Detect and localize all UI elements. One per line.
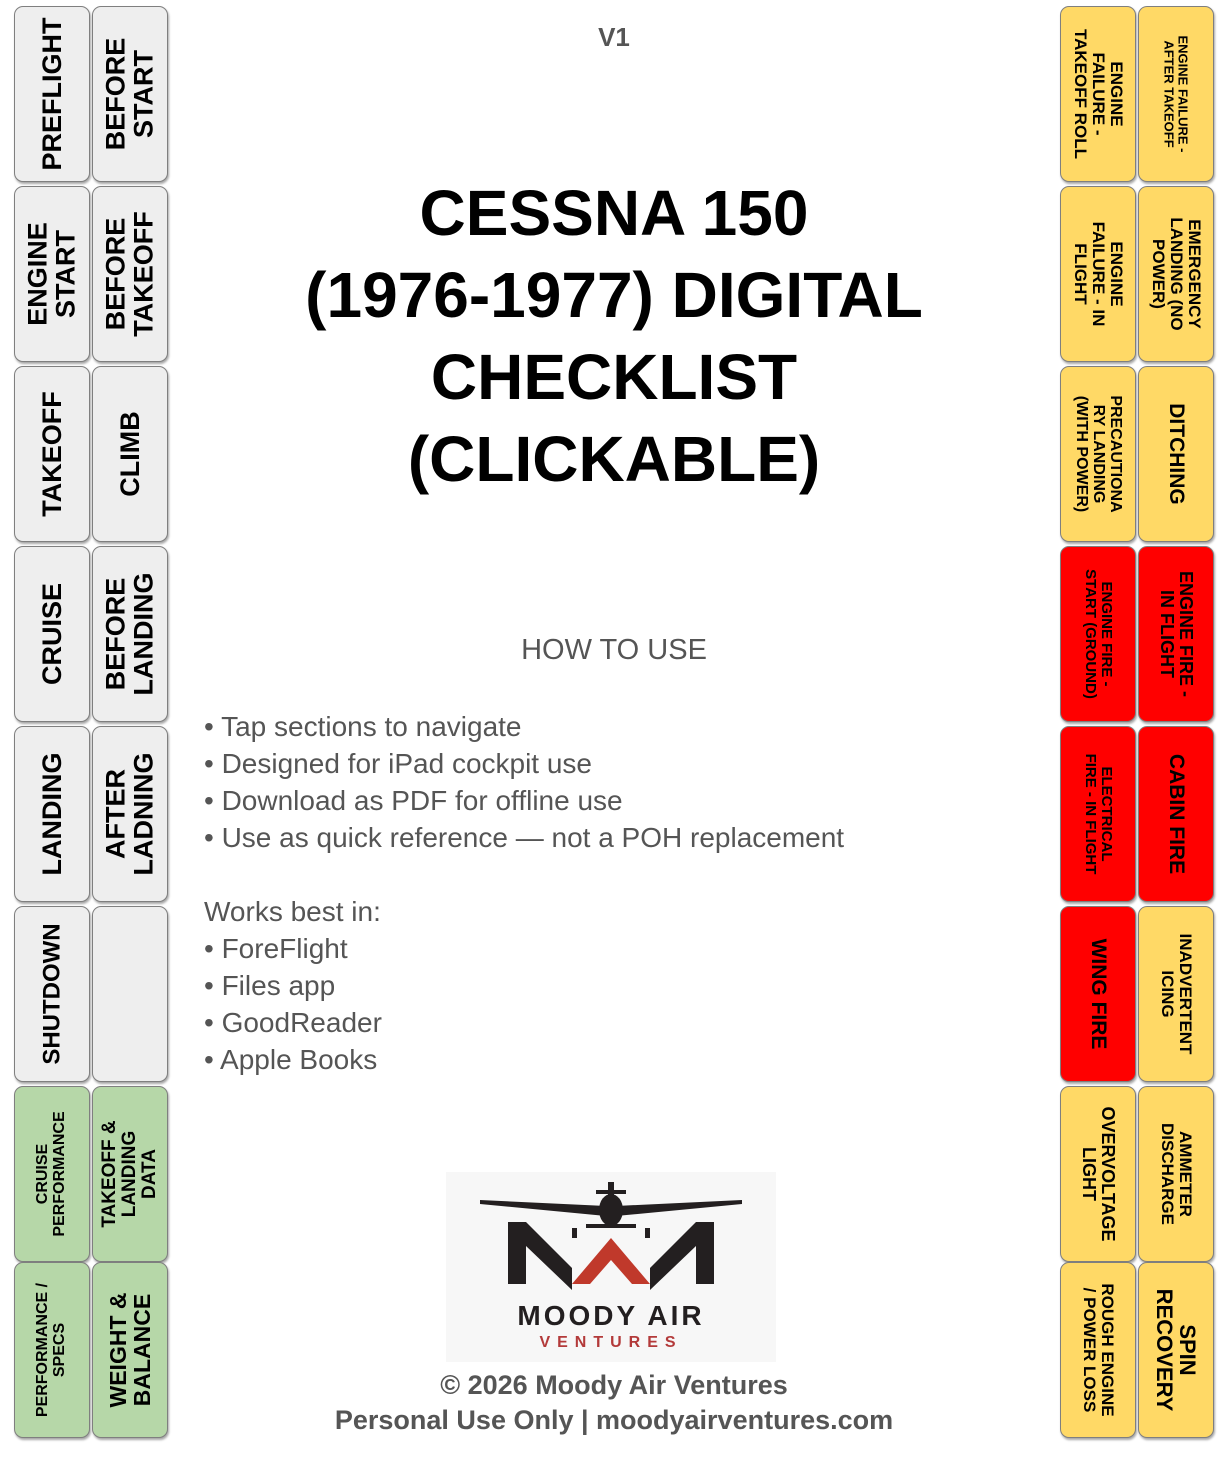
tab-label: PREFLIGHT	[36, 17, 67, 171]
works-best-list	[204, 893, 964, 1078]
tab-label: ENGINE START	[22, 222, 81, 326]
tab-label: AMMETER DISCHARGE	[1158, 1122, 1195, 1225]
title-line: (1976-1977) DIGITAL	[305, 259, 923, 331]
how-to-use-heading: HOW TO USE	[521, 634, 707, 666]
title-line: CESSNA 150	[419, 177, 809, 249]
tab-label: CRUISE	[36, 583, 67, 686]
tab-label: CABIN FIRE	[1165, 753, 1189, 875]
tab-overvoltage-light[interactable]	[1060, 1086, 1136, 1262]
tab-label: EMERGENCY LANDING (NO POWER)	[1149, 217, 1204, 331]
tab-takeoff-landing-data[interactable]	[92, 1086, 168, 1262]
bullet-item: • Designed for iPad cockpit use	[204, 748, 593, 779]
logo-wordmark: MOODY AIR	[517, 1300, 705, 1331]
tab-engine-failure-in-flight[interactable]	[1060, 186, 1136, 362]
usage-text: Personal Use Only | moodyairventures.com	[334, 1405, 894, 1435]
tab-engine-start[interactable]	[14, 186, 90, 362]
tab-wing-fire[interactable]	[1060, 906, 1136, 1082]
tab-electrical-fire[interactable]	[1060, 726, 1136, 902]
tab-label: BEFORE START	[100, 37, 159, 151]
tab-climb[interactable]	[92, 366, 168, 542]
tab-label: OVERVOLTAGE LIGHT	[1079, 1106, 1118, 1242]
company-logo	[446, 1172, 776, 1362]
tab-label: BEFORE LANDING	[100, 572, 159, 696]
tab-label: TAKEOFF	[36, 391, 67, 517]
tab-label: DITCHING	[1165, 403, 1189, 505]
tab-label: CLIMB	[114, 411, 145, 497]
tab-shutdown[interactable]	[14, 906, 90, 1082]
bullet-item: • Tap sections to navigate	[204, 711, 522, 742]
how-to-bullets	[204, 708, 964, 856]
tab-label: PERFORMANCE / SPECS	[34, 1282, 68, 1418]
tab-inadvertent-icing[interactable]	[1138, 906, 1214, 1082]
tab-label: AFTER LADNING	[100, 752, 159, 876]
tab-label: PRECAUTIONA RY LANDING (WITH POWER)	[1073, 395, 1125, 513]
app-item: • GoodReader	[204, 1007, 382, 1038]
tab-label: BEFORE TAKEOFF	[100, 211, 159, 337]
app-item: • Apple Books	[204, 1044, 378, 1075]
tab-label: WING FIRE	[1087, 938, 1111, 1050]
version-label: V1	[598, 22, 630, 52]
tab-label: TAKEOFF & LANDING DATA	[99, 1120, 160, 1228]
tab-label: ENGINE FIRE - START (GROUND)	[1082, 569, 1115, 699]
page-title	[250, 172, 978, 500]
tab-emergency-landing[interactable]	[1138, 186, 1214, 362]
tab-blank	[92, 906, 168, 1082]
tab-label: ENGINE FIRE - IN FLIGHT	[1157, 570, 1196, 697]
tab-precautionary-landing[interactable]	[1060, 366, 1136, 542]
airplane-logo-icon	[446, 1172, 776, 1302]
tab-label: INADVERTENT ICING	[1158, 933, 1195, 1055]
tab-before-takeoff[interactable]	[92, 186, 168, 362]
tab-cabin-fire[interactable]	[1138, 726, 1214, 902]
tab-label: ENGINE FAILURE - TAKEOFF ROLL	[1071, 29, 1126, 159]
title-line: (CLICKABLE)	[407, 423, 821, 495]
tab-ammeter-discharge[interactable]	[1138, 1086, 1214, 1262]
tab-label: SHUTDOWN	[38, 923, 66, 1065]
logo-subtitle: VENTURES	[539, 1334, 683, 1351]
app-item: • Files app	[204, 970, 336, 1001]
tab-label: ROUGH ENGINE / POWER LOSS	[1080, 1283, 1117, 1417]
tab-takeoff[interactable]	[14, 366, 90, 542]
app-item: • ForeFlight	[204, 933, 348, 964]
tab-landing[interactable]	[14, 726, 90, 902]
tab-label: WEIGHT & BALANCE	[104, 1292, 155, 1408]
copyright-text: © 2026 Moody Air Ventures	[440, 1370, 788, 1400]
tab-label: ENGINE FAILURE - IN FLIGHT	[1071, 221, 1126, 327]
works-best-heading: Works best in:	[204, 896, 381, 927]
tab-label: ENGINE FAILURE - AFTER TAKEOFF	[1162, 35, 1191, 153]
title-line: CHECKLIST	[430, 341, 798, 413]
bullet-item: • Download as PDF for offline use	[204, 785, 623, 816]
bullet-item: • Use as quick reference — not a POH replacement	[204, 822, 845, 853]
tab-label: CRUISE PERFORMANCE	[34, 1111, 68, 1237]
tab-label: LANDING	[36, 752, 67, 876]
tab-cruise-performance[interactable]	[14, 1086, 90, 1262]
tab-after-landing[interactable]	[92, 726, 168, 902]
tab-label: SPIN RECOVERY	[1152, 1288, 1201, 1412]
tab-ditching[interactable]	[1138, 366, 1214, 542]
tab-label: ELECTRICAL FIRE - IN FLIGHT	[1082, 753, 1115, 875]
